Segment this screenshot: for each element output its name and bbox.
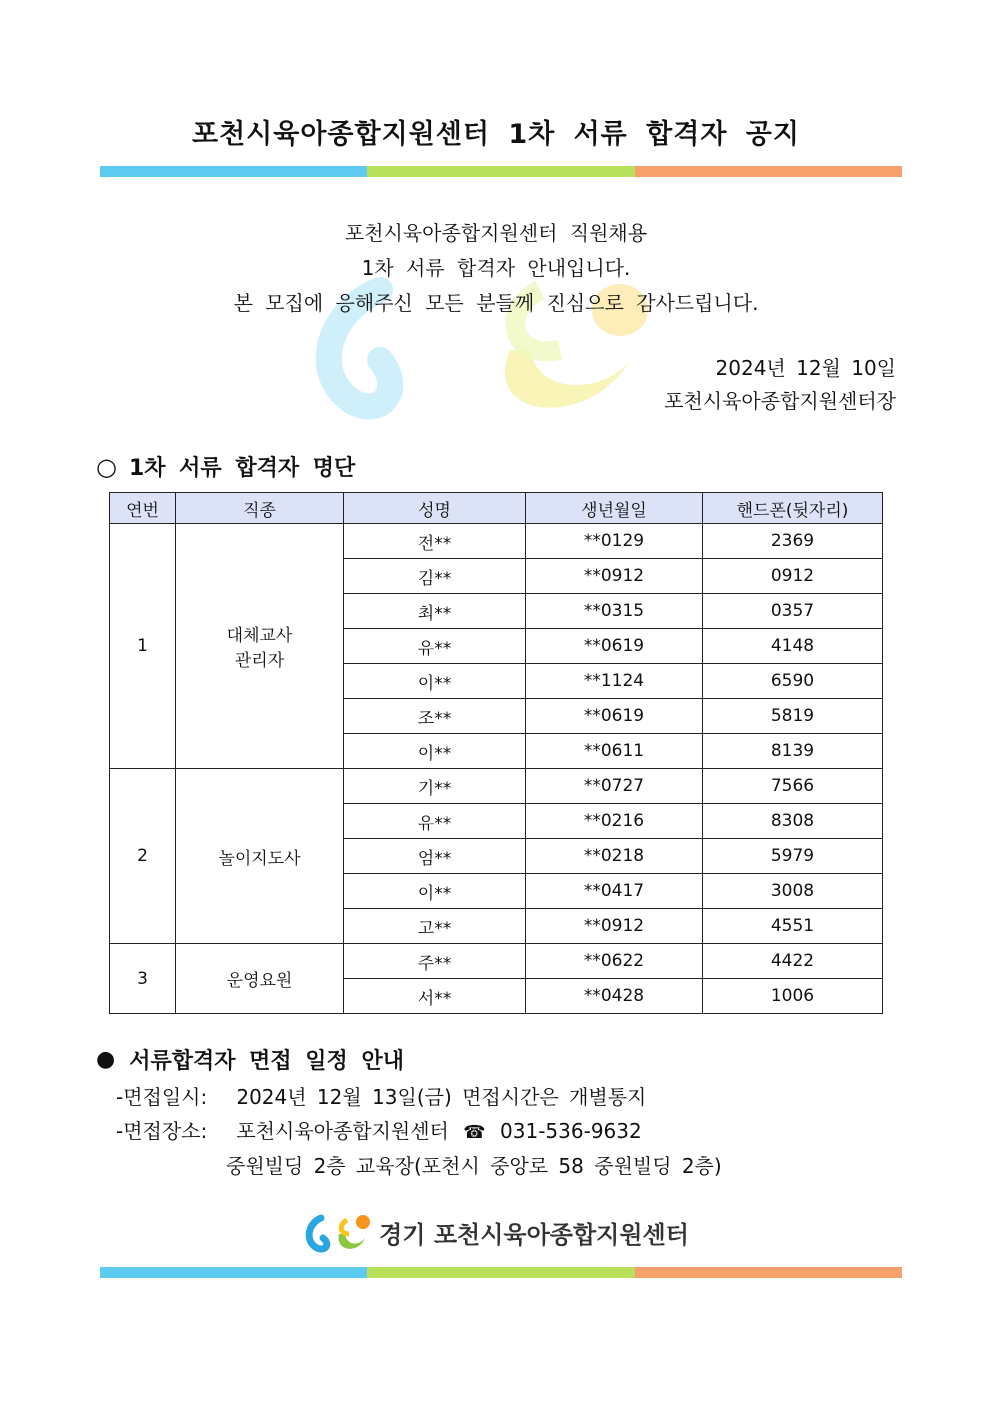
- header-phone: 핸드폰(뒷자리): [703, 493, 883, 524]
- page-title: 포천시육아종합지원센터 1차 서류 합격자 공지: [192, 119, 800, 150]
- cell-phone: 8139: [703, 734, 883, 769]
- cell-birth: **0216: [526, 804, 703, 839]
- interview-place-line: [116, 1115, 642, 1144]
- cell-birth: **0611: [526, 734, 703, 769]
- issuer-name: 포천시육아종합지원센터장: [664, 389, 896, 413]
- notice-date: 2024년 12월 10일: [715, 356, 896, 380]
- applicant-table: [109, 492, 883, 1014]
- cell-phone: 4551: [703, 909, 883, 944]
- stripe-green: [367, 1267, 634, 1278]
- cell-job: [176, 769, 344, 944]
- interview-date-label: -면접일시:: [116, 1085, 208, 1109]
- cell-job: [176, 944, 344, 1014]
- phone-icon: ☎: [463, 1122, 486, 1143]
- cell-birth: **0912: [526, 559, 703, 594]
- top-color-stripe: [100, 166, 902, 177]
- cell-name: 기**: [344, 769, 526, 804]
- cell-phone: 0912: [703, 559, 883, 594]
- intro-line-2: 1차 서류 합격자 안내입니다.: [361, 256, 631, 280]
- cell-name: 주**: [344, 944, 526, 979]
- interview-place-label: -면접장소:: [116, 1119, 208, 1143]
- cell-name: 서**: [344, 979, 526, 1014]
- cell-name: 이**: [344, 734, 526, 769]
- cell-name: 김**: [344, 559, 526, 594]
- cell-birth: **0622: [526, 944, 703, 979]
- cell-name: 엄**: [344, 839, 526, 874]
- cell-phone: 0357: [703, 594, 883, 629]
- stripe-blue: [100, 166, 367, 177]
- interview-date-line: [116, 1081, 646, 1110]
- cell-name: 유**: [344, 629, 526, 664]
- header-birth: 생년월일: [526, 493, 703, 524]
- cell-name: 유**: [344, 804, 526, 839]
- header-name: 성명: [344, 493, 526, 524]
- cell-birth: **0417: [526, 874, 703, 909]
- stripe-orange: [635, 166, 902, 177]
- schedule-section-title: 서류합격자 면접 일정 안내: [129, 1049, 404, 1074]
- cell-phone: 4148: [703, 629, 883, 664]
- cell-name: 이**: [344, 874, 526, 909]
- circle-outline-icon: ○: [96, 452, 117, 481]
- table-header-row: [110, 493, 883, 524]
- cell-birth: **0727: [526, 769, 703, 804]
- job-line-2: 관리자: [234, 651, 285, 671]
- cell-name: 전**: [344, 524, 526, 559]
- stripe-blue: [100, 1267, 367, 1278]
- cell-no: 1: [110, 524, 176, 769]
- footer-org-name: 경기 포천시육아종합지원센터: [379, 1220, 689, 1249]
- date-block: [664, 352, 896, 418]
- interview-address: 중원빌딩 2층 교육장(포천시 중앙로 58 중원빌딩 2층): [226, 1154, 722, 1178]
- cell-name: 이**: [344, 664, 526, 699]
- center-logo-icon: [303, 1210, 373, 1254]
- job-line-1: 대체교사: [226, 626, 293, 646]
- contact-phone: 031-536-9632: [500, 1119, 642, 1143]
- intro-line-1: 포천시육아종합지원센터 직원채용: [344, 221, 648, 245]
- stripe-green: [367, 166, 634, 177]
- cell-phone: 3008: [703, 874, 883, 909]
- header-no: 연번: [110, 493, 176, 524]
- footer-logo: [0, 1210, 992, 1254]
- cell-birth: **0619: [526, 629, 703, 664]
- cell-birth: **0129: [526, 524, 703, 559]
- cell-name: 최**: [344, 594, 526, 629]
- cell-no: 3: [110, 944, 176, 1014]
- table-row: [110, 524, 883, 559]
- cell-birth: **0619: [526, 699, 703, 734]
- cell-birth: **0315: [526, 594, 703, 629]
- header-job: 직종: [176, 493, 344, 524]
- filled-circle-icon: ●: [96, 1047, 116, 1072]
- intro-text: [0, 216, 992, 321]
- cell-phone: 6590: [703, 664, 883, 699]
- cell-phone: 7566: [703, 769, 883, 804]
- job-line-1: 운영요원: [226, 971, 293, 991]
- cell-no: 2: [110, 769, 176, 944]
- cell-phone: 4422: [703, 944, 883, 979]
- cell-phone: 8308: [703, 804, 883, 839]
- interview-place-value: 포천시육아종합지원센터: [236, 1119, 449, 1143]
- cell-phone: 5819: [703, 699, 883, 734]
- list-section-heading: [96, 451, 355, 482]
- cell-birth: **0218: [526, 839, 703, 874]
- interview-date-value: 2024년 12월 13일(금) 면접시간은 개별통지: [236, 1085, 647, 1109]
- cell-phone: 5979: [703, 839, 883, 874]
- table-row: [110, 944, 883, 979]
- table-row: [110, 769, 883, 804]
- cell-phone: 1006: [703, 979, 883, 1014]
- cell-name: 고**: [344, 909, 526, 944]
- list-section-title: 1차 서류 합격자 명단: [128, 456, 356, 481]
- job-line-1: 놀이지도사: [218, 848, 301, 869]
- stripe-orange: [635, 1267, 902, 1278]
- cell-birth: **1124: [526, 664, 703, 699]
- intro-line-3: 본 모집에 응해주신 모든 분들께 진심으로 감사드립니다.: [233, 291, 759, 315]
- cell-job: [176, 524, 344, 769]
- cell-name: 조**: [344, 699, 526, 734]
- bottom-color-stripe: [100, 1267, 902, 1278]
- cell-birth: **0912: [526, 909, 703, 944]
- table-body: [110, 524, 883, 1014]
- cell-birth: **0428: [526, 979, 703, 1014]
- cell-phone: 2369: [703, 524, 883, 559]
- schedule-section-heading: [96, 1044, 404, 1075]
